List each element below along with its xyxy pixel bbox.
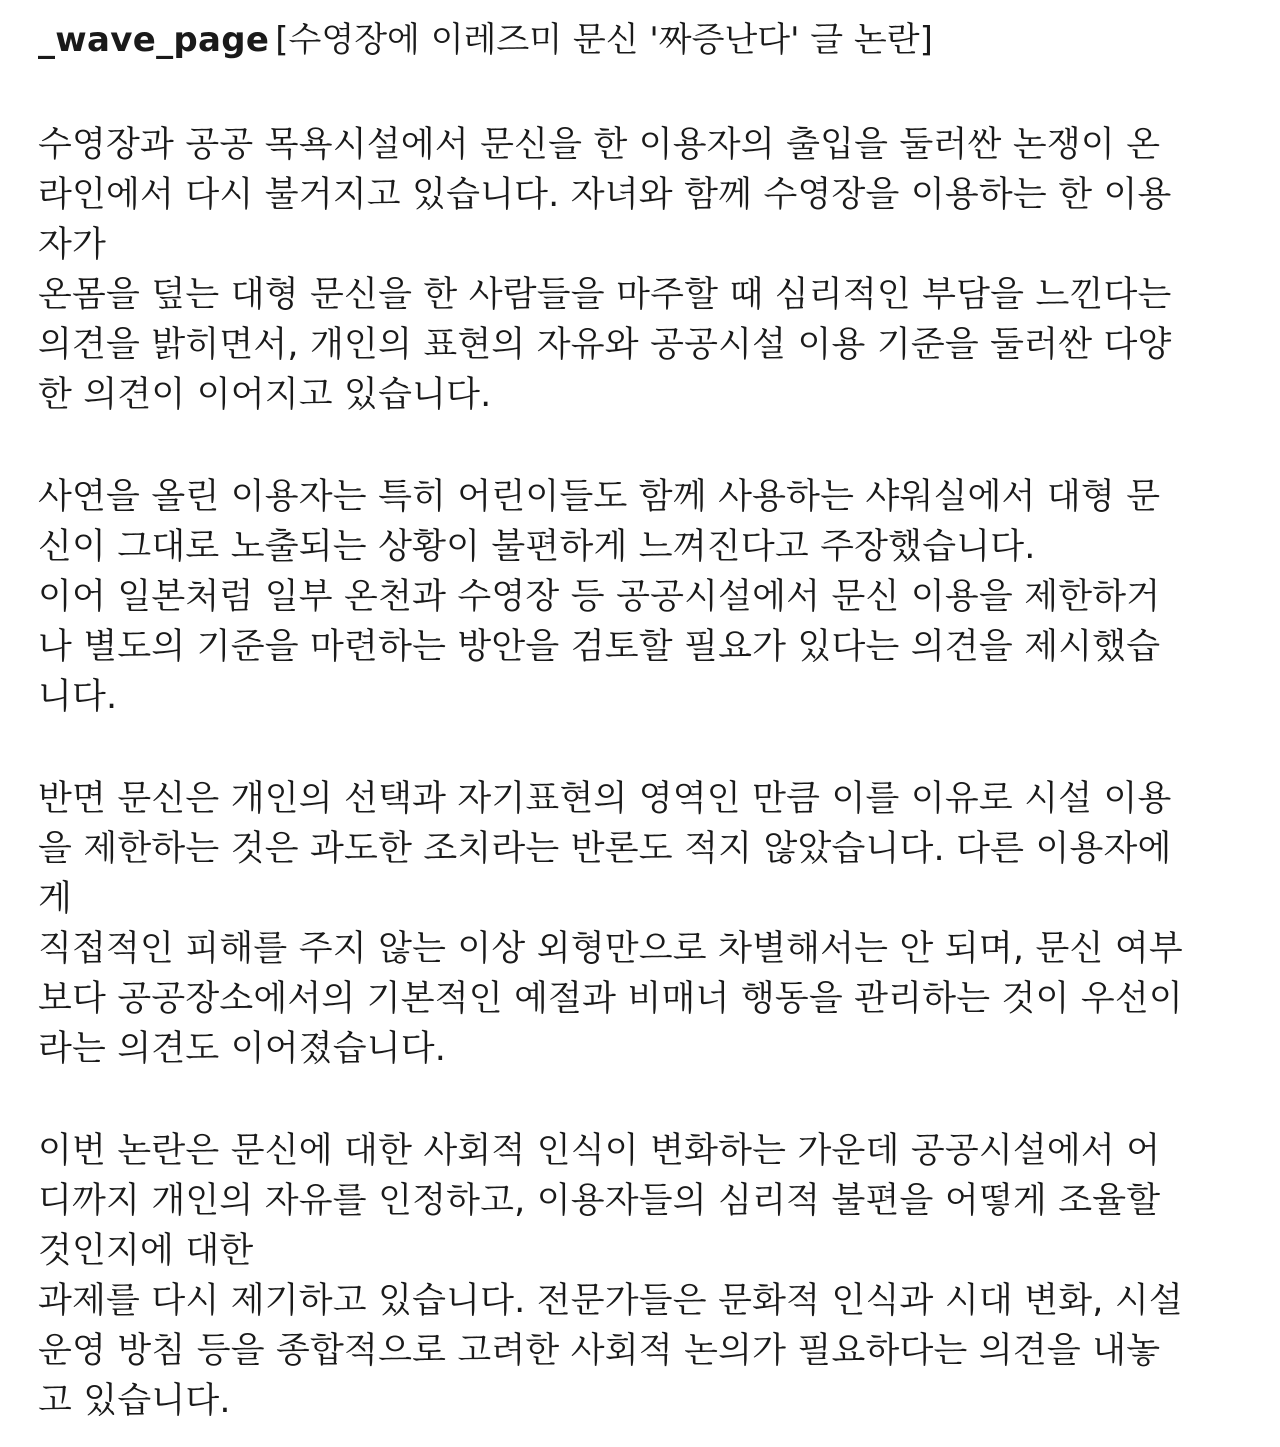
caption-line: 반면 문신은 개인의 선택과 자기표현의 영역인 만큼 이를 이유로 시설 이용	[38, 779, 1172, 819]
username-link[interactable]: _wave_page	[38, 20, 270, 60]
caption-line: 라는 의견도 이어졌습니다.	[38, 1029, 447, 1069]
caption-line: 운영 방침 등을 종합적으로 고려한 사회적 논의가 필요하다는 의견을 내놓	[38, 1331, 1161, 1371]
caption-line: 과제를 다시 제기하고 있습니다. 전문가들은 문화적 인식과 시대 변화, 시설	[38, 1281, 1183, 1321]
caption-body	[38, 120, 1260, 1426]
caption-line: 디까지 개인의 자유를 인정하고, 이용자들의 심리적 불편을 어떻게 조율할	[38, 1181, 1161, 1221]
caption-line: 한 의견이 이어지고 있습니다.	[38, 375, 492, 415]
caption-line: 사연을 올린 이용자는 특히 어린이들도 함께 사용하는 샤워실에서 대형 문	[38, 477, 1161, 517]
caption-line: 을 제한하는 것은 과도한 조치라는 반론도 적지 않았습니다. 다른 이용자에	[38, 829, 1172, 869]
post-headline: [수영장에 이레즈미 문신 '짜증난다' 글 논란]	[275, 20, 933, 60]
caption-line: 고 있습니다.	[38, 1381, 231, 1421]
caption-line: 온몸을 덮는 대형 문신을 한 사람들을 마주할 때 심리적인 부담을 느낀다는	[38, 275, 1172, 315]
caption-line: 나 별도의 기준을 마련하는 방안을 검토할 필요가 있다는 의견을 제시했습	[38, 627, 1161, 667]
caption-line: 것인지에 대한	[38, 1231, 254, 1271]
caption-line: 게	[38, 879, 73, 919]
caption-paragraph	[38, 120, 1260, 420]
caption-line: 라인에서 다시 불거지고 있습니다. 자녀와 함께 수영장을 이용하는 한 이용	[38, 175, 1172, 215]
caption-paragraph	[38, 472, 1260, 722]
caption-header	[38, 14, 1260, 66]
caption-line: 이번 논란은 문신에 대한 사회적 인식이 변화하는 가운데 공공시설에서 어	[38, 1131, 1161, 1171]
caption-paragraph	[38, 1126, 1260, 1426]
caption-line: 수영장과 공공 목욕시설에서 문신을 한 이용자의 출입을 둘러싼 논쟁이 온	[38, 125, 1161, 165]
caption-line: 신이 그대로 노출되는 상황이 불편하게 느껴진다고 주장했습니다.	[38, 527, 1036, 567]
caption-line: 니다.	[38, 677, 118, 717]
caption-line: 의견을 밝히면서, 개인의 표현의 자유와 공공시설 이용 기준을 둘러싼 다양	[38, 325, 1172, 365]
caption-line: 보다 공공장소에서의 기본적인 예절과 비매너 행동을 관리하는 것이 우선이	[38, 979, 1183, 1019]
caption-line: 자가	[38, 225, 107, 265]
caption-line: 이어 일본처럼 일부 온천과 수영장 등 공공시설에서 문신 이용을 제한하거	[38, 577, 1161, 617]
caption-paragraph	[38, 774, 1260, 1074]
caption-line: 직접적인 피해를 주지 않는 이상 외형만으로 차별해서는 안 되며, 문신 여부	[38, 929, 1183, 969]
